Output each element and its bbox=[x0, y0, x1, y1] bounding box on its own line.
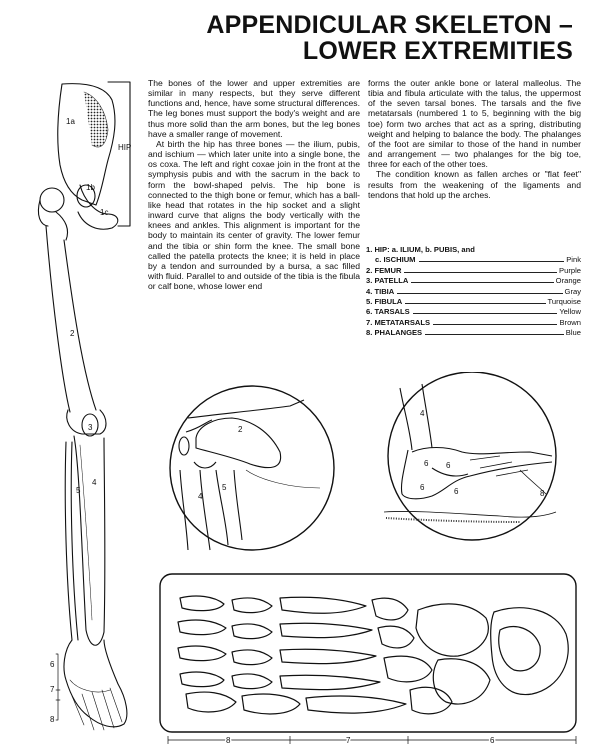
paragraph: At birth the hip has three bones — the ilium, pubis, and ischium — which later unite into a single bone, the os coxa. The left and right coxae join in the front at the symphysis pubis and with the sacrum in the back to form the bowl-shaped pelvis. The hip bone is connected to the thigh bone or femur, which has a ball-like head that rotates in the hip socket and a slight inward curve that aligns the body vertically with the knees and ankles. This alignment is important for the body to maintain its center of gravity. The lower femur and the tibia or shin form the knee. The small bone called the patella protects the knee; it is held in place by a tendon and surrounded by a bursa, a sac filled with fluid. Parallel to and outside of the tibia is the fibula or calf bone, whose lower end bbox=[148, 138, 360, 292]
foot-label-6: 6 bbox=[490, 736, 495, 745]
key-leader-line bbox=[405, 303, 545, 304]
ankle-label-6d: 6 bbox=[454, 487, 459, 496]
ankle-label-8: 8 bbox=[540, 489, 545, 498]
key-color: Yellow bbox=[559, 307, 581, 317]
color-key bbox=[366, 245, 581, 339]
key-label: 8. PHALANGES bbox=[366, 328, 423, 338]
ankle-detail-illustration bbox=[364, 372, 580, 550]
label-2: 2 bbox=[70, 329, 75, 338]
label-3: 3 bbox=[88, 423, 93, 432]
key-leader-line bbox=[419, 261, 565, 262]
ankle-label-4: 4 bbox=[420, 409, 425, 418]
key-row-hip bbox=[366, 245, 581, 255]
key-row-phalanges bbox=[366, 328, 581, 338]
label-6: 6 bbox=[50, 660, 55, 669]
paragraph: The bones of the lower and upper extremities are similar in many respects, but they serve different functions and, hence, have some structural differences. The leg bones must support the body's weight and are thus more solid than the arm bones, but the leg bones have a smaller range of movement. bbox=[148, 78, 360, 139]
key-leader-line bbox=[413, 313, 558, 314]
foot-label-8: 8 bbox=[226, 736, 231, 745]
key-label: 2. FEMUR bbox=[366, 265, 402, 275]
key-label: 4. TIBIA bbox=[366, 286, 395, 296]
key-row-metatarsals bbox=[366, 318, 581, 328]
page-title bbox=[206, 12, 573, 64]
label-8: 8 bbox=[50, 715, 55, 724]
key-color: Gray bbox=[564, 286, 581, 296]
key-label: 1. HIP: a. ILIUM, b. PUBIS, and bbox=[366, 245, 475, 254]
key-label: 3. PATELLA bbox=[366, 276, 409, 286]
key-leader-line bbox=[404, 272, 557, 273]
paragraph: The condition known as fallen arches or "flat feet" results from the weakening of the ligaments and tendons that hold up the arches. bbox=[368, 169, 581, 200]
foot-panel-frame bbox=[160, 574, 576, 732]
knee-label-2: 2 bbox=[238, 425, 243, 434]
key-row-tibia bbox=[366, 287, 581, 297]
foot-label-7: 7 bbox=[346, 736, 351, 745]
key-color: Orange bbox=[555, 276, 581, 286]
knee-label-4: 4 bbox=[198, 492, 203, 501]
label-5: 5 bbox=[76, 486, 81, 495]
key-label: c. ISCHIUM bbox=[375, 255, 416, 265]
key-leader-line bbox=[433, 324, 557, 325]
title-line-2: LOWER EXTREMITIES bbox=[302, 37, 573, 65]
key-label: 7. METATARSALS bbox=[366, 317, 431, 327]
body-text-column-1 bbox=[148, 78, 360, 291]
key-color: Brown bbox=[559, 317, 581, 327]
leg-skeleton-illustration bbox=[0, 70, 150, 750]
label-1a: 1a bbox=[66, 117, 75, 126]
body-text-column-2 bbox=[368, 78, 581, 200]
label-7: 7 bbox=[50, 685, 55, 694]
key-leader-line bbox=[397, 293, 562, 294]
label-1b: 1b bbox=[86, 183, 95, 192]
knee-detail-illustration bbox=[155, 382, 375, 562]
label-1c: 1c bbox=[100, 208, 109, 217]
knee-label-5: 5 bbox=[222, 483, 227, 492]
paragraph: forms the outer ankle bone or lateral malleolus. The tibia and fibula articulate with the talus, the uppermost of the seven tarsal bones. The tarsals and the five metatarsals (numbered 1 to 5, beginning with the big toe) form two arches that act as a spring, distributing weight and helping to balance the body. The phalanges of the foot are similar to those of the hand in number and arrangement — two phalanges for the big toe, three for each of the other toes. bbox=[368, 78, 581, 170]
key-color: Turquoise bbox=[547, 297, 581, 307]
key-row-femur bbox=[366, 266, 581, 276]
ankle-label-6b: 6 bbox=[446, 461, 451, 470]
label-4: 4 bbox=[92, 478, 97, 487]
label-hip: HIP bbox=[118, 143, 132, 152]
key-row-fibula bbox=[366, 297, 581, 307]
title-line-1: APPENDICULAR SKELETON – bbox=[206, 11, 573, 39]
key-color: Purple bbox=[559, 265, 581, 275]
foot-top-view-illustration bbox=[156, 570, 582, 750]
ankle-label-6a: 6 bbox=[424, 459, 429, 468]
key-color: Pink bbox=[566, 255, 581, 265]
key-color: Blue bbox=[565, 328, 581, 338]
key-label: 6. TARSALS bbox=[366, 307, 410, 317]
key-leader-line bbox=[425, 334, 564, 335]
ankle-label-6c: 6 bbox=[420, 483, 425, 492]
key-row-ischium bbox=[366, 255, 581, 265]
key-row-patella bbox=[366, 276, 581, 286]
key-row-tarsals bbox=[366, 307, 581, 317]
key-leader-line bbox=[411, 282, 553, 283]
key-label: 5. FIBULA bbox=[366, 297, 403, 307]
